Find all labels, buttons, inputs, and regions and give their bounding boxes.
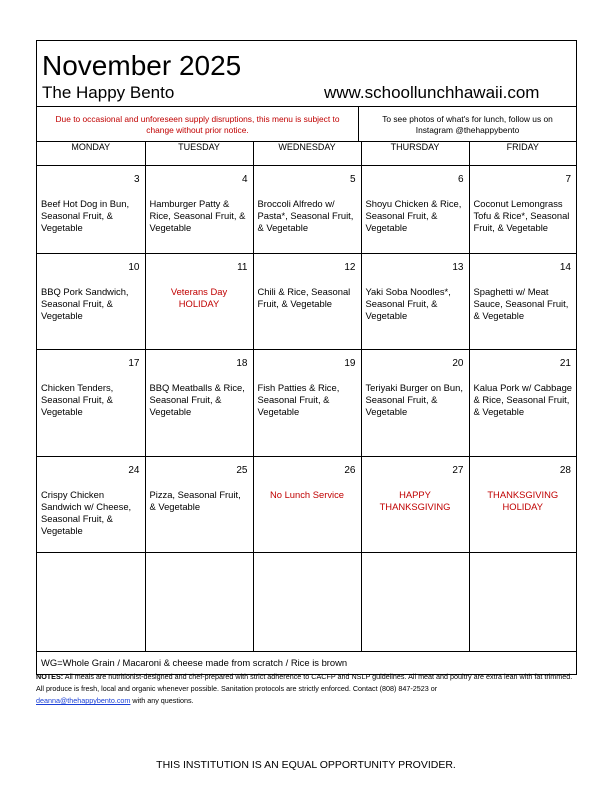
menu-text: Hamburger Patty & Rice, Seasonal Fruit, & Vegetable <box>149 197 246 233</box>
day-number: 18 <box>236 357 248 369</box>
weekday-header-monday: MONDAY <box>37 142 145 165</box>
day-number: 6 <box>457 173 464 185</box>
menu-text: Chili & Rice, Seasonal Fruit, & Vegetable <box>257 285 351 309</box>
day-cell <box>253 165 361 253</box>
day-cell <box>469 456 576 552</box>
day-number: 10 <box>128 261 140 273</box>
week-row <box>37 253 576 349</box>
week-row <box>37 456 576 552</box>
menu-text: Teriyaki Burger on Bun, Seasonal Fruit, & Vegetable <box>365 381 463 417</box>
day-cell <box>361 253 469 349</box>
empty-day-cell <box>469 552 576 651</box>
legend-note: WG=Whole Grain / Macaroni & cheese made from scratch / Rice is brown <box>41 656 348 668</box>
day-number: 11 <box>237 261 248 273</box>
empty-day-cell <box>361 552 469 651</box>
day-cell <box>145 253 253 349</box>
notes-section <box>36 671 577 708</box>
day-number: 17 <box>128 357 140 369</box>
day-cell <box>253 456 361 552</box>
month-title: November 2025 <box>42 50 242 81</box>
day-number: 25 <box>236 464 248 476</box>
menu-text: Coconut Lemongrass Tofu & Rice*, Seasonal Fruit, & Vegetable <box>473 197 570 233</box>
day-cell <box>253 253 361 349</box>
day-cell <box>469 165 576 253</box>
weekday-header-thursday: THURSDAY <box>361 142 469 165</box>
day-number: 5 <box>349 173 356 185</box>
supply-notice: Due to occasional and unforeseen supply disruptions, this menu is subject to change without prior notice. <box>37 107 359 141</box>
menu-text: Pizza, Seasonal Fruit, & Vegetable <box>149 488 241 512</box>
day-number: 4 <box>241 173 248 185</box>
contact-email-link[interactable]: deanna@thehappybento.com <box>36 696 131 706</box>
day-cell <box>253 349 361 456</box>
menu-text: Crispy Chicken Sandwich w/ Cheese, Seasonal Fruit, & Vegetable <box>41 488 132 536</box>
day-number: 27 <box>452 464 464 476</box>
empty-day-cell <box>145 552 253 651</box>
calendar-header <box>37 41 576 107</box>
day-number: 3 <box>133 173 140 185</box>
holiday-text: HAPPY THANKSGIVING <box>379 488 451 512</box>
day-number: 24 <box>128 464 140 476</box>
calendar-grid <box>37 142 576 652</box>
day-cell <box>145 349 253 456</box>
instagram-notice: To see photos of what's for lunch, follow us on Instagram @thehappybento <box>382 114 553 135</box>
day-number: 21 <box>559 357 571 369</box>
notes-tail: with any questions. <box>132 696 194 706</box>
day-cell <box>145 165 253 253</box>
week-row <box>37 349 576 456</box>
no-service-text: No Lunch Service <box>270 488 344 500</box>
menu-text: Yaki Soba Noodles*, Seasonal Fruit, & Vegetable <box>365 285 451 321</box>
menu-text: Beef Hot Dog in Bun, Seasonal Fruit, & Vegetable <box>41 197 130 233</box>
day-cell <box>469 349 576 456</box>
website-url: www.schoollunchhawaii.com <box>324 83 540 102</box>
menu-text: Kalua Pork w/ Cabbage & Rice, Seasonal Fruit, & Vegetable <box>473 381 572 417</box>
day-cell <box>469 253 576 349</box>
weekday-header-wednesday: WEDNESDAY <box>253 142 361 165</box>
day-cell <box>361 349 469 456</box>
empty-week-row <box>37 552 576 651</box>
notes-label: NOTES: <box>36 672 64 681</box>
day-number: 13 <box>452 261 464 273</box>
day-cell <box>361 165 469 253</box>
menu-text: Chicken Tenders, Seasonal Fruit, & Vegetable <box>41 381 114 417</box>
day-cell <box>37 253 145 349</box>
holiday-text: THANKSGIVING HOLIDAY <box>487 488 559 512</box>
weekday-header-tuesday: TUESDAY <box>145 142 253 165</box>
empty-day-cell <box>37 552 145 651</box>
menu-text: Shoyu Chicken & Rice, Seasonal Fruit, & Vegetable <box>365 197 462 233</box>
day-number: 20 <box>452 357 464 369</box>
menu-calendar <box>36 40 577 675</box>
day-cell <box>145 456 253 552</box>
day-number: 26 <box>344 464 356 476</box>
day-number: 12 <box>344 261 356 273</box>
empty-day-cell <box>253 552 361 651</box>
day-cell <box>37 349 145 456</box>
notes-text: All meals are nutritionist-designed and chef-prepared with strict adherence to CACFP and NSLP guidelines. All meat and poultry are extra lean with fat trimmed. All produce is fresh, local and organic whenever possible. Sanitation protocols are strictly enforced. Contact (808) 847-2523 or <box>36 672 573 694</box>
weekday-header-friday: FRIDAY <box>469 142 576 165</box>
menu-text: Broccoli Alfredo w/ Pasta*, Seasonal Fruit, & Vegetable <box>257 197 354 233</box>
menu-text: BBQ Pork Sandwich, Seasonal Fruit, & Vegetable <box>41 285 129 321</box>
day-cell <box>37 165 145 253</box>
holiday-text: Veterans Day HOLIDAY <box>170 285 228 309</box>
day-number: 14 <box>559 261 571 273</box>
day-number: 7 <box>565 173 571 185</box>
menu-text: Spaghetti w/ Meat Sauce, Seasonal Fruit, & Vegetable <box>473 285 569 321</box>
week-row <box>37 165 576 253</box>
equal-opportunity-statement: THIS INSTITUTION IS AN EQUAL OPPORTUNITY PROVIDER. <box>156 759 456 771</box>
notice-row <box>37 107 576 142</box>
company-name: The Happy Bento <box>42 83 175 102</box>
day-number: 28 <box>559 464 571 476</box>
day-cell <box>37 456 145 552</box>
day-cell <box>361 456 469 552</box>
day-number: 19 <box>344 357 356 369</box>
menu-text: Fish Patties & Rice, Seasonal Fruit, & Vegetable <box>257 381 340 417</box>
menu-text: BBQ Meatballs & Rice, Seasonal Fruit, & Vegetable <box>149 381 245 417</box>
